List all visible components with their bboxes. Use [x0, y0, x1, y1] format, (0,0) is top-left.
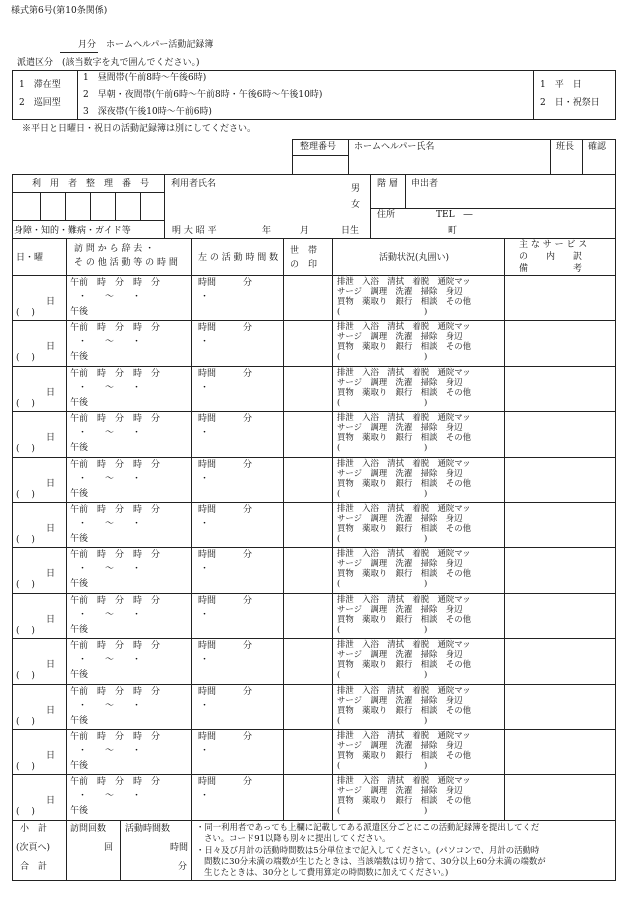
- row-pm: 午後: [70, 625, 89, 635]
- rule: [191, 238, 192, 820]
- male-label: 男: [351, 184, 361, 194]
- month-label: 月: [300, 226, 310, 236]
- page-title: ホームヘルパー活動記録簿: [106, 40, 214, 50]
- row-weekday: ( ): [16, 626, 35, 636]
- dispatch-label: 派遣区分: [17, 58, 54, 68]
- row-act-3: 買物 薬取り 銀行 相談 その他: [337, 659, 471, 669]
- dispatch-instruction: (該当数字を丸で囲んでください。): [62, 58, 200, 68]
- row-weekday: ( ): [16, 807, 35, 817]
- female-label: 女: [351, 200, 361, 210]
- row-act-2: サージ 調理 洗濯 掃除 身辺: [337, 785, 463, 795]
- row-weekday: ( ): [16, 353, 35, 363]
- row-am: 午前 時 分 時 分: [70, 732, 161, 742]
- row-weekday: ( ): [16, 580, 35, 590]
- row-hours-dot: ・: [200, 337, 210, 347]
- subtotal-label: 小 計: [20, 824, 48, 834]
- row-am: 午前 時 分 時 分: [70, 777, 161, 787]
- floor-label: 階 層: [377, 179, 398, 189]
- day-weekday: 1 平 日: [540, 80, 582, 90]
- row-act-2: サージ 調理 洗濯 掃除 身辺: [337, 331, 463, 341]
- row-rule: [12, 547, 616, 548]
- rule: [140, 192, 141, 220]
- rule: [12, 820, 13, 881]
- row-day: 日: [46, 569, 56, 579]
- row-act-2: サージ 調理 洗濯 掃除 身辺: [337, 558, 463, 568]
- title-month: 月分: [78, 40, 97, 50]
- row-act-2: サージ 調理 洗濯 掃除 身辺: [337, 286, 463, 296]
- rule: [66, 238, 67, 820]
- row-weekday: ( ): [16, 717, 35, 727]
- visits-label: 訪問回数: [70, 824, 107, 834]
- hours-unit: 時間: [170, 843, 189, 853]
- rule: [12, 174, 616, 175]
- row-hours-dot: ・: [200, 610, 210, 620]
- row-act-4: ( ): [337, 805, 428, 815]
- row-act-3: 買物 薬取り 銀行 相談 その他: [337, 614, 471, 624]
- row-act-1: 排泄 入浴 清拭 着脱 通院マッ: [337, 503, 471, 513]
- row-day: 日: [46, 342, 56, 352]
- rule: [533, 70, 534, 120]
- rule: [12, 70, 13, 120]
- row-pm: 午後: [70, 352, 89, 362]
- rule: [191, 820, 192, 881]
- row-am: 午前 時 分 時 分: [70, 414, 161, 424]
- row-dots: ・ ～ ・: [78, 383, 142, 393]
- row-hours: 時間 分: [198, 323, 253, 333]
- hours-label: 活動時間数: [125, 824, 171, 834]
- rule: [615, 139, 616, 175]
- row-am: 午前 時 分 時 分: [70, 460, 161, 470]
- row-day: 日: [46, 524, 56, 534]
- row-hours-dot: ・: [200, 292, 210, 302]
- rule: [292, 139, 293, 175]
- row-dots: ・ ～ ・: [78, 610, 142, 620]
- row-hours: 時間 分: [198, 369, 253, 379]
- note-1b: さい。コード91以降も別々に提出してください。: [204, 833, 391, 843]
- row-act-4: ( ): [337, 442, 428, 452]
- rule: [12, 275, 616, 276]
- row-day: 日: [46, 660, 56, 670]
- note-2c: 生じたときは、30分として費用算定の時間数に加えてください。): [204, 867, 449, 877]
- seiri-label: 整理番号: [300, 142, 337, 152]
- total-label: 合 計: [20, 862, 48, 872]
- row-hours: 時間 分: [198, 414, 253, 424]
- rule: [348, 139, 349, 175]
- row-act-1: 排泄 入浴 清拭 着脱 通院マッ: [337, 685, 471, 695]
- rule: [615, 70, 616, 120]
- row-day: 日: [46, 388, 56, 398]
- row-act-4: ( ): [337, 715, 428, 725]
- row-rule: [12, 320, 616, 321]
- row-rule: [12, 366, 616, 367]
- row-day: 日: [46, 706, 56, 716]
- row-act-3: 買物 薬取り 銀行 相談 その他: [337, 568, 471, 578]
- row-act-1: 排泄 入浴 清拭 着脱 通院マッ: [337, 412, 471, 422]
- row-hours-dot: ・: [200, 474, 210, 484]
- town-label: 町: [448, 226, 458, 236]
- row-hours-dot: ・: [200, 746, 210, 756]
- rule: [12, 238, 616, 239]
- row-dots: ・ ～ ・: [78, 564, 142, 574]
- row-act-2: サージ 調理 洗濯 掃除 身辺: [337, 740, 463, 750]
- row-am: 午前 時 分 時 分: [70, 369, 161, 379]
- row-act-1: 排泄 入浴 清拭 着脱 通院マッ: [337, 367, 471, 377]
- col-visit-1: 訪 問 か ら 辞 去 ・: [74, 244, 155, 254]
- row-dots: ・ ～ ・: [78, 337, 142, 347]
- row-hours-dot: ・: [200, 655, 210, 665]
- row-hours: 時間 分: [198, 505, 253, 515]
- row-act-3: 買物 薬取り 銀行 相談 その他: [337, 750, 471, 760]
- rule: [12, 220, 164, 221]
- rule: [12, 192, 164, 193]
- row-weekday: ( ): [16, 399, 35, 409]
- rule: [12, 119, 616, 120]
- rule: [292, 139, 616, 140]
- row-weekday: ( ): [16, 444, 35, 454]
- rule: [164, 174, 165, 239]
- rule: [12, 820, 616, 821]
- type-round: 2 巡回型: [19, 98, 61, 108]
- row-pm: 午後: [70, 716, 89, 726]
- row-weekday: ( ): [16, 308, 35, 318]
- row-act-4: ( ): [337, 760, 428, 770]
- time-early: 2 早朝・夜間帯(午前6時～午前8時・午後6時～午後10時): [83, 90, 323, 100]
- row-hours-dot: ・: [200, 701, 210, 711]
- row-act-1: 排泄 入浴 清拭 着脱 通院マッ: [337, 321, 471, 331]
- row-act-1: 排泄 入浴 清拭 着脱 通院マッ: [337, 775, 471, 785]
- month-underline: [60, 52, 98, 53]
- form-id: 様式第6号(第10条関係): [11, 6, 108, 16]
- time-day: 1 昼間帯(午前8時～午後6時): [83, 73, 207, 83]
- row-act-4: ( ): [337, 306, 428, 316]
- row-dots: ・ ～ ・: [78, 519, 142, 529]
- row-act-4: ( ): [337, 578, 428, 588]
- row-am: 午前 時 分 時 分: [70, 641, 161, 651]
- col-service-1: 主 な サ ー ビ ス: [519, 240, 588, 250]
- row-act-3: 買物 薬取り 銀行 相談 その他: [337, 296, 471, 306]
- row-act-4: ( ): [337, 669, 428, 679]
- row-rule: [12, 729, 616, 730]
- row-act-1: 排泄 入浴 清拭 着脱 通院マッ: [337, 639, 471, 649]
- row-hours: 時間 分: [198, 460, 253, 470]
- row-hours: 時間 分: [198, 777, 253, 787]
- row-act-2: サージ 調理 洗濯 掃除 身辺: [337, 649, 463, 659]
- rule: [66, 820, 67, 881]
- row-dots: ・ ～ ・: [78, 474, 142, 484]
- row-act-3: 買物 薬取り 銀行 相談 その他: [337, 432, 471, 442]
- year-label: 年: [262, 226, 272, 236]
- row-rule: [12, 502, 616, 503]
- rule: [615, 820, 616, 881]
- row-pm: 午後: [70, 806, 89, 816]
- row-day: 日: [46, 615, 56, 625]
- row-act-3: 買物 薬取り 銀行 相談 その他: [337, 523, 471, 533]
- row-rule: [12, 411, 616, 412]
- rule: [40, 192, 41, 220]
- row-am: 午前 時 分 時 分: [70, 687, 161, 697]
- disability-label: 身障・知的・難病・ガイド等: [14, 226, 131, 236]
- row-pm: 午後: [70, 489, 89, 499]
- row-act-4: ( ): [337, 624, 428, 634]
- row-hours: 時間 分: [198, 732, 253, 742]
- row-day: 日: [46, 796, 56, 806]
- rule: [332, 238, 333, 820]
- row-pm: 午後: [70, 398, 89, 408]
- row-act-4: ( ): [337, 488, 428, 498]
- row-weekday: ( ): [16, 490, 35, 500]
- row-day: 日: [46, 433, 56, 443]
- row-act-4: ( ): [337, 533, 428, 543]
- row-act-2: サージ 調理 洗濯 掃除 身辺: [337, 604, 463, 614]
- rule: [65, 192, 66, 220]
- col-service-2: の 内 訳: [519, 252, 583, 262]
- rule: [12, 880, 616, 881]
- row-act-2: サージ 調理 洗濯 掃除 身辺: [337, 468, 463, 478]
- rule: [615, 174, 616, 239]
- row-am: 午前 時 分 時 分: [70, 505, 161, 515]
- note-2b: 間数に30分未満の端数が生じたときは、当該端数は切り捨て、30分以上60分未満の端数が: [204, 856, 546, 866]
- applicant-label: 申出者: [411, 179, 439, 189]
- row-weekday: ( ): [16, 535, 35, 545]
- note-1a: ・同一利用者であっても上欄に記載してある派遣区分ごとにこの活動記録簿を提出してくだ: [196, 822, 540, 832]
- visits-unit: 回: [104, 843, 114, 853]
- col-household-2: の 印: [290, 260, 318, 270]
- row-hours-dot: ・: [200, 791, 210, 801]
- row-weekday: ( ): [16, 671, 35, 681]
- kakunin-label: 確認: [588, 142, 607, 152]
- tel-label: TEL ―: [436, 210, 473, 220]
- rule: [370, 208, 616, 209]
- row-day: 日: [46, 751, 56, 761]
- row-day: 日: [46, 479, 56, 489]
- row-rule: [12, 593, 616, 594]
- row-dots: ・ ～ ・: [78, 701, 142, 711]
- row-pm: 午後: [70, 579, 89, 589]
- row-hours: 時間 分: [198, 641, 253, 651]
- row-act-3: 買物 薬取り 銀行 相談 その他: [337, 705, 471, 715]
- rule: [504, 238, 505, 820]
- row-rule: [12, 457, 616, 458]
- time-night: 3 深夜帯(午後10時～午前6時): [83, 107, 212, 117]
- row-act-1: 排泄 入浴 清拭 着脱 通院マッ: [337, 458, 471, 468]
- col-date: 日・曜: [16, 253, 44, 263]
- row-act-1: 排泄 入浴 清拭 着脱 通院マッ: [337, 276, 471, 286]
- row-pm: 午後: [70, 761, 89, 771]
- row-am: 午前 時 分 時 分: [70, 278, 161, 288]
- row-am: 午前 時 分 時 分: [70, 596, 161, 606]
- row-hours-dot: ・: [200, 428, 210, 438]
- row-act-2: サージ 調理 洗濯 掃除 身辺: [337, 513, 463, 523]
- col-household-1: 世 帯: [290, 246, 318, 256]
- row-pm: 午後: [70, 670, 89, 680]
- rule: [90, 192, 91, 220]
- row-hours-dot: ・: [200, 383, 210, 393]
- row-act-2: サージ 調理 洗濯 掃除 身辺: [337, 695, 463, 705]
- row-am: 午前 時 分 時 分: [70, 550, 161, 560]
- rule: [582, 139, 583, 175]
- row-act-1: 排泄 入浴 清拭 着脱 通院マッ: [337, 594, 471, 604]
- row-rule: [12, 638, 616, 639]
- rule: [283, 238, 284, 820]
- col-status: 活動状況(丸囲い): [379, 253, 450, 263]
- note-2a: ・日々及び月計の活動時間数は5分単位まで記入してください。(パソコンで、月計の活動時: [196, 845, 540, 855]
- row-act-3: 買物 薬取り 銀行 相談 その他: [337, 341, 471, 351]
- birth-label: 日生: [341, 226, 360, 236]
- row-hours: 時間 分: [198, 596, 253, 606]
- user-number-label: 利 用 者 整 理 番 号: [32, 179, 150, 189]
- row-act-3: 買物 薬取り 銀行 相談 その他: [337, 795, 471, 805]
- rule: [115, 192, 116, 220]
- row-act-3: 買物 薬取り 銀行 相談 その他: [337, 478, 471, 488]
- row-act-2: サージ 調理 洗濯 掃除 身辺: [337, 377, 463, 387]
- row-hours: 時間 分: [198, 687, 253, 697]
- hancho-label: 班長: [556, 142, 575, 152]
- era-label: 明 大 昭 平: [172, 226, 217, 236]
- minutes-unit: 分: [178, 862, 188, 872]
- col-left-time: 左 の 活 動 時 間 数: [198, 253, 279, 263]
- carry-label: (次頁へ): [16, 843, 51, 853]
- row-hours-dot: ・: [200, 519, 210, 529]
- row-dots: ・ ～ ・: [78, 791, 142, 801]
- row-dots: ・ ～ ・: [78, 746, 142, 756]
- rule: [292, 155, 348, 156]
- row-act-4: ( ): [337, 351, 428, 361]
- rule: [405, 174, 406, 208]
- row-hours: 時間 分: [198, 278, 253, 288]
- address-label: 住所: [377, 210, 396, 220]
- rule: [12, 70, 616, 71]
- rule: [12, 174, 13, 239]
- row-dots: ・ ～ ・: [78, 655, 142, 665]
- type-stay: 1 滞在型: [19, 80, 61, 90]
- row-act-1: 排泄 入浴 清拭 着脱 通院マッ: [337, 548, 471, 558]
- row-pm: 午後: [70, 534, 89, 544]
- rule: [12, 238, 13, 820]
- row-weekday: ( ): [16, 762, 35, 772]
- row-pm: 午後: [70, 443, 89, 453]
- row-act-1: 排泄 入浴 清拭 着脱 通院マッ: [337, 730, 471, 740]
- row-hours-dot: ・: [200, 564, 210, 574]
- row-pm: 午後: [70, 307, 89, 317]
- row-hours: 時間 分: [198, 550, 253, 560]
- row-act-3: 買物 薬取り 銀行 相談 その他: [337, 387, 471, 397]
- row-rule: [12, 684, 616, 685]
- user-name-label: 利用者氏名: [171, 179, 217, 189]
- row-am: 午前 時 分 時 分: [70, 323, 161, 333]
- day-holiday: 2 日・祝祭日: [540, 98, 600, 108]
- row-dots: ・ ～ ・: [78, 428, 142, 438]
- holiday-note: ※平日と日曜日・祝日の活動記録簿は別にしてください。: [22, 124, 257, 134]
- row-dots: ・ ～ ・: [78, 292, 142, 302]
- col-visit-2: そ の 他 活 動 等 の 時 間: [74, 258, 178, 268]
- row-day: 日: [46, 297, 56, 307]
- rule: [370, 174, 371, 239]
- row-act-2: サージ 調理 洗濯 掃除 身辺: [337, 422, 463, 432]
- rule: [120, 820, 121, 881]
- rule: [550, 139, 551, 175]
- row-act-4: ( ): [337, 397, 428, 407]
- rule: [615, 238, 616, 820]
- helper-name-label: ホームヘルパー氏名: [354, 142, 435, 152]
- col-service-3: 備 考: [519, 264, 583, 274]
- row-rule: [12, 774, 616, 775]
- rule: [77, 70, 78, 120]
